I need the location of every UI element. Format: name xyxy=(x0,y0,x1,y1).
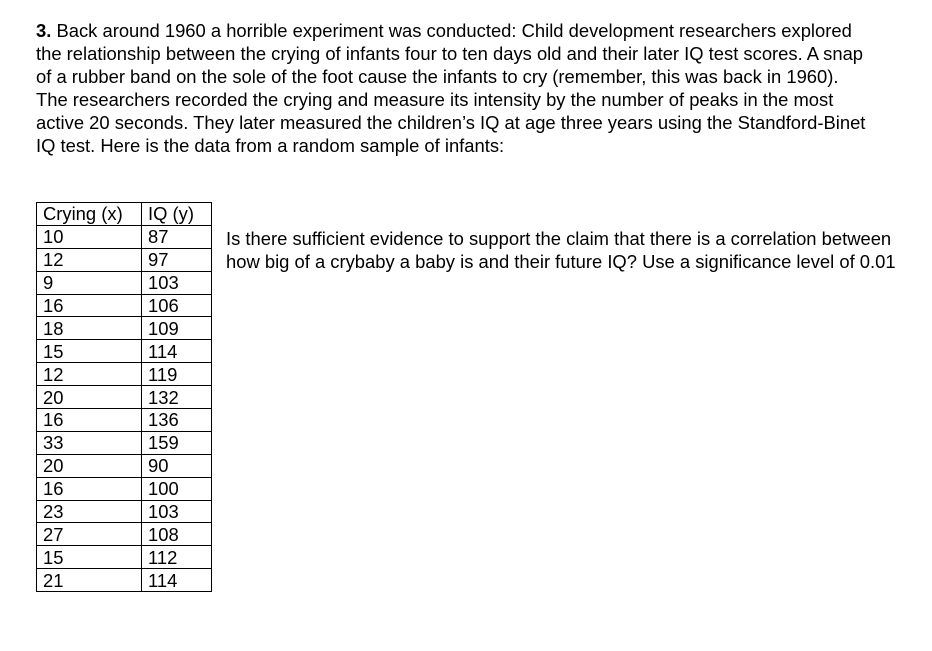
crying-cell: 16 xyxy=(37,294,142,317)
iq-cell: 87 xyxy=(142,225,212,248)
crying-cell: 20 xyxy=(37,454,142,477)
crying-cell: 10 xyxy=(37,225,142,248)
crying-cell: 21 xyxy=(37,569,142,592)
crying-cell: 9 xyxy=(37,271,142,294)
table-row xyxy=(37,386,212,409)
crying-cell: 12 xyxy=(37,248,142,271)
table-row xyxy=(37,569,212,592)
iq-cell: 159 xyxy=(142,431,212,454)
iq-cell: 132 xyxy=(142,386,212,409)
table-row xyxy=(37,363,212,386)
table-row xyxy=(37,454,212,477)
table-row xyxy=(37,409,212,432)
table-row xyxy=(37,431,212,454)
iq-cell: 90 xyxy=(142,454,212,477)
problem-statement xyxy=(36,19,866,157)
crying-cell: 12 xyxy=(37,363,142,386)
iq-cell: 136 xyxy=(142,409,212,432)
crying-cell: 27 xyxy=(37,523,142,546)
table-row xyxy=(37,523,212,546)
iq-cell: 114 xyxy=(142,340,212,363)
iq-cell: 114 xyxy=(142,569,212,592)
table-row xyxy=(37,317,212,340)
table-row xyxy=(37,500,212,523)
crying-cell: 20 xyxy=(37,386,142,409)
iq-cell: 103 xyxy=(142,500,212,523)
iq-cell: 106 xyxy=(142,294,212,317)
data-table xyxy=(36,202,212,592)
crying-cell: 16 xyxy=(37,477,142,500)
table-row xyxy=(37,546,212,569)
iq-cell: 119 xyxy=(142,363,212,386)
question-text: Is there sufficient evidence to support the claim that there is a correlation between how big of a crybaby a baby is and their future IQ? Use a significance level of 0.01 xyxy=(226,228,896,272)
crying-cell: 16 xyxy=(37,409,142,432)
table-row xyxy=(37,248,212,271)
crying-cell: 23 xyxy=(37,500,142,523)
crying-cell: 33 xyxy=(37,431,142,454)
table-header-row xyxy=(37,203,212,226)
table-body xyxy=(37,225,212,591)
table-row xyxy=(37,225,212,248)
problem-number: 3. xyxy=(36,20,52,41)
problem-text: Back around 1960 a horrible experiment was conducted: Child development researchers explored the relationship between the crying of infants four to ten days old and their later IQ test scores. A snap of a rubber band on the sole of the foot cause the infants to cry (remember, this was back in 1960). The researchers recorded the crying and measure its intensity by the number of peaks in the most active 20 seconds. They later measured the children’s IQ at age three years using the Standford-Binet IQ test. Here is the data from a random sample of infants: xyxy=(36,20,866,156)
table-row xyxy=(37,477,212,500)
iq-cell: 109 xyxy=(142,317,212,340)
iq-cell: 97 xyxy=(142,248,212,271)
table-row xyxy=(37,294,212,317)
header-iq: IQ (y) xyxy=(142,203,212,226)
iq-cell: 100 xyxy=(142,477,212,500)
crying-cell: 15 xyxy=(37,546,142,569)
table-row xyxy=(37,340,212,363)
iq-cell: 108 xyxy=(142,523,212,546)
header-crying: Crying (x) xyxy=(37,203,142,226)
iq-cell: 112 xyxy=(142,546,212,569)
iq-cell: 103 xyxy=(142,271,212,294)
table-row xyxy=(37,271,212,294)
crying-cell: 15 xyxy=(37,340,142,363)
crying-cell: 18 xyxy=(37,317,142,340)
